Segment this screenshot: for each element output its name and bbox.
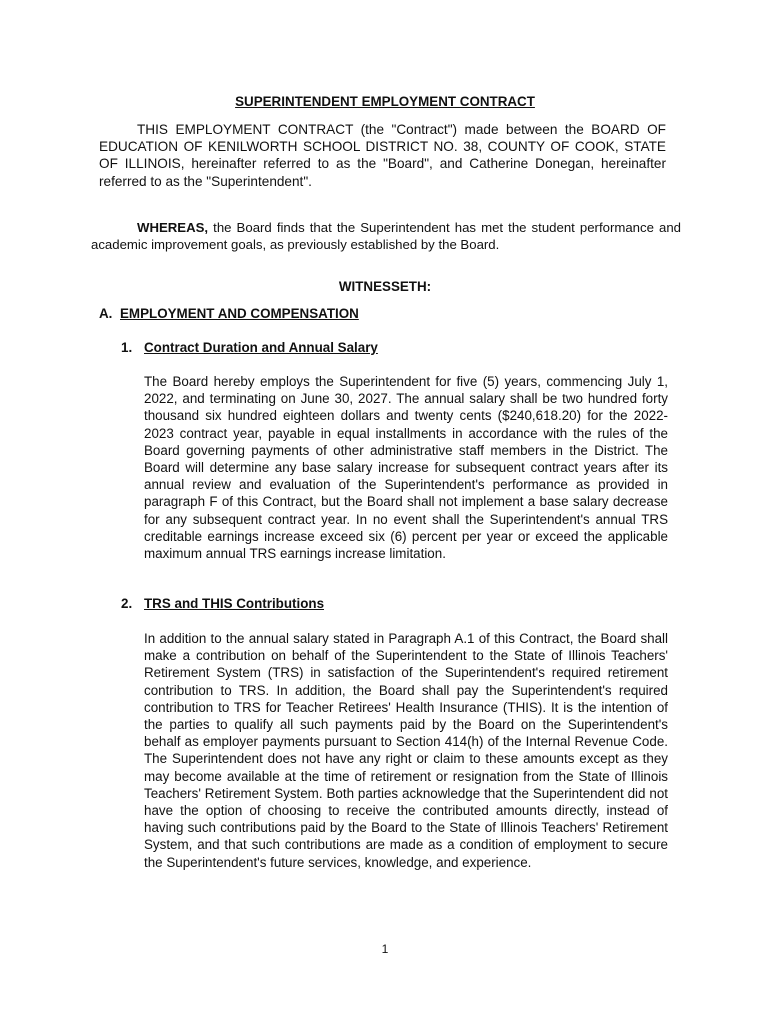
whereas-text: the Board finds that the Superintendent has met the student performance and academic improvement goals, as previously established by the Board. bbox=[91, 220, 681, 252]
subsection-heading bbox=[121, 596, 324, 611]
witnesseth-heading: WITNESSETH: bbox=[338, 279, 432, 294]
page-number: 1 bbox=[381, 942, 389, 956]
section-a-heading bbox=[99, 306, 359, 321]
subsection-paragraph: In addition to the annual salary stated in Paragraph A.1 of this Contract, the Board shall make a contribution on behalf of the Superintendent to the State of Illinois Teachers' Retirement System (TRS) in satisfaction of the Superintendent's required retirement contribution to TRS. In addition, the Board shall pay the Superintendent's required contribution to TRS for Teacher Retirees' Health Insurance (THIS). It is the intention of the parties to qualify all such payments paid by the Board on the Superintendent's behalf as employer payments pursuant to Section 414(h) of the Internal Revenue Code. The Superintendent does not have any right or claim to these amounts except as they may become available at the time of retirement or resignation from the State of Illinois Teachers' Retirement System. Both parties acknowledge that the Superintendent did not have the option of choosing to receive the contributed amounts directly, instead of having such contributions paid by the Board to the State of Illinois Teachers' Retirement System, and that such contributions are made as a condition of employment to secure the Superintendent's future services, knowledge, and experience. bbox=[144, 631, 668, 870]
subsection-heading bbox=[121, 340, 378, 355]
section-a-title: EMPLOYMENT AND COMPENSATION bbox=[120, 306, 359, 321]
subsection-number: 1. bbox=[121, 340, 133, 355]
document-title: SUPERINTENDENT EMPLOYMENT CONTRACT bbox=[235, 94, 535, 109]
subsection-title: Contract Duration and Annual Salary bbox=[144, 340, 378, 355]
subsection-paragraph: The Board hereby employs the Superintendent for five (5) years, commencing July 1, 2022, and terminating on June 30, 2027. The annual salary shall be two hundred forty thousand six hundred eighteen dollars and twenty cents ($240,618.20) for the 2022-2023 contract year, payable in equal installments in accordance with the rules of the Board governing payments of other administrative staff members in the District. The Board will determine any base salary increase for subsequent contract years after its annual review and evaluation of the Superintendent's performance as provided in paragraph F of this Contract, but the Board shall not implement a base salary decrease for any subsequent contract year. In no event shall the Superintendent's annual TRS creditable earnings increase exceed six (6) percent per year or exceed the applicable maximum annual TRS earnings increase limitation. bbox=[144, 374, 668, 562]
subsection-number: 2. bbox=[121, 596, 133, 611]
section-a-letter: A. bbox=[99, 306, 113, 321]
intro-paragraph: THIS EMPLOYMENT CONTRACT (the "Contract") made between the BOARD OF EDUCATION OF KENILWORTH SCHOOL DISTRICT NO. 38, COUNTY OF COOK, STATE OF ILLINOIS, hereinafter referred to as the "Board", and Catherine Donegan, hereinafter referred to as the "Superintendent". bbox=[99, 122, 666, 189]
whereas-label: WHEREAS, bbox=[137, 220, 209, 235]
whereas-paragraph bbox=[91, 220, 681, 253]
subsection-title: TRS and THIS Contributions bbox=[144, 596, 325, 611]
